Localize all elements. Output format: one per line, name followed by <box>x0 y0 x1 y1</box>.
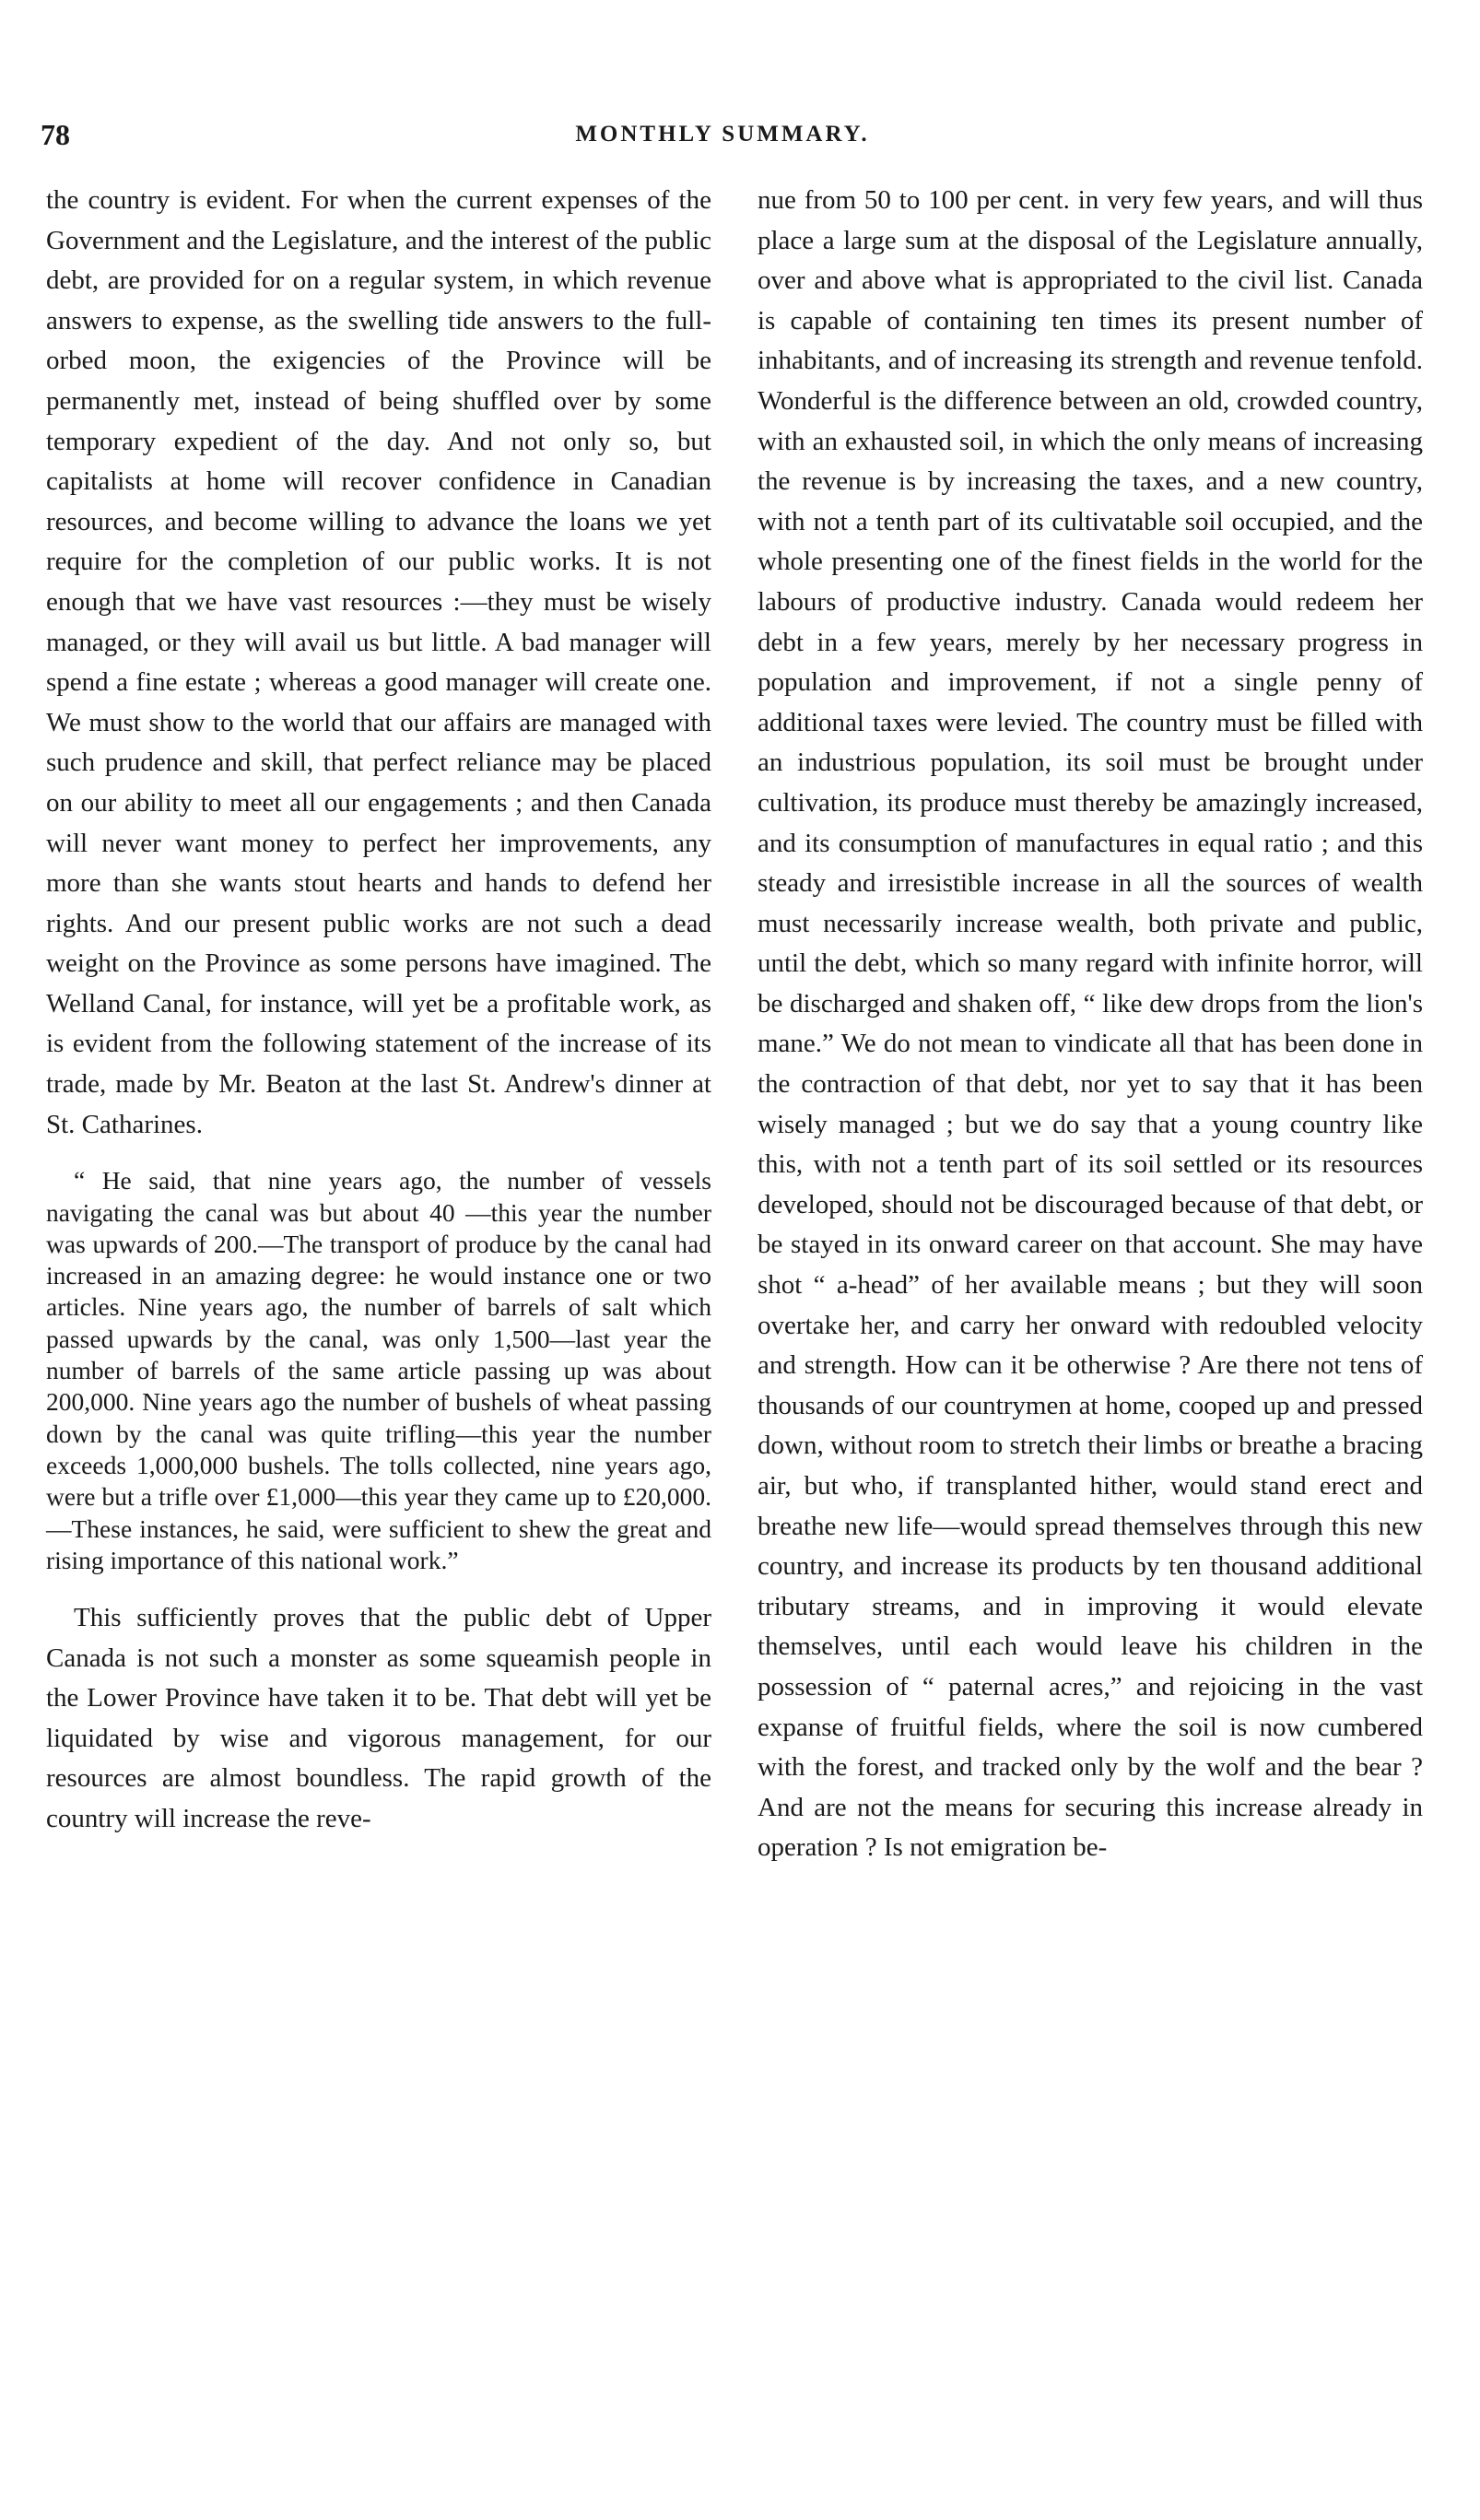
block-quotation: “ He said, that nine years ago, the number of vessels navigating the canal was but about 40 —this year the number was upwards of 200.—The transport of produce by the canal had increased in an amazing degree: he would instance one or two articles. Nine years ago, the number of barrels of salt which passed upwards by the canal, was only 1,500—last year the number of barrels of the same article passing up was about 200,000. Nine years ago the number of bushels of wheat passing down by the canal was quite trifling—this year the number exceeds 1,000,000 bushels. The tolls collected, nine years ago, were but a trifle over £1,000—this year they came up to £20,000.—These instances, he said, were sufficient to shew the great and rising importance of this national work.” <box>46 1166 711 1574</box>
running-title: MONTHLY SUMMARY. <box>575 122 870 147</box>
page-number: 78 <box>41 118 70 151</box>
page-header <box>41 118 1404 155</box>
left-column <box>46 181 711 1840</box>
left-paragraph-1: the country is evident. For when the current expenses of the Government and the Legislature, and the interest of the public debt, are provided for on a regular system, in which revenue answers to expense, as the swelling tide answers to the full-orbed moon, the exigencies of the Province will be permanently met, instead of being shuffled over by some temporary expedient of the day. And not only so, but capitalists at home will recover confidence in Canadian resources, and become willing to advance the loans we yet require for the completion of our public works. It is not enough that we have vast resources :—they must be wisely managed, or they will avail us but little. A bad manager will spend a fine estate ; whereas a good manager will create one. We must show to the world that our affairs are managed with such prudence and skill, that perfect reliance may be placed on our ability to meet all our engagements ; and then Canada will never want money to perfect her improvements, any more than she wants stout hearts and hands to defend her rights. And our present public works are not such a dead weight on the Province as some persons have imagined. The Welland Canal, for instance, will yet be a profitable work, as is evident from the following statement of the increase of its trade, made by Mr. Beaton at the last St. Andrew's dinner at St. Catharines. <box>46 185 711 1139</box>
left-paragraph-2: This sufficiently proves that the public debt of Upper Canada is not such a monster as some squeamish people in the Lower Province have taken it to be. That debt will yet be liquidated by wise and vigorous management, for our resources are almost boundless. The rapid growth of the country will increase the reve- <box>46 1603 711 1834</box>
right-paragraph-1: nue from 50 to 100 per cent. in very few years, and will thus place a large sum at the disposal of the Legislature annually, over and above what is appropriated to the civil list. Canada is capable of containing ten times its present number of inhabitants, and of increasing its strength and revenue tenfold. Wonderful is the difference between an old, crowded country, with an exhausted soil, in which the only means of increasing the revenue is by increasing the taxes, and a new country, with not a tenth part of its cultivatable soil occupied, and the whole presenting one of the finest fields in the world for the labours of productive industry. Canada would redeem her debt in a few years, merely by her necessary progress in population and improvement, if not a single penny of additional taxes were levied. The country must be filled with an industrious population, its soil must be brought under cultivation, its produce must thereby be amazingly increased, and its consumption of manufactures in equal ratio ; and this steady and irresistible increase in all the sources of wealth must necessarily increase wealth, both private and public, until the debt, which so many regard with infinite horror, will be discharged and shaken off, “ like dew drops from the lion's mane.” We do not mean to vindicate all that has been done in the contraction of that debt, nor yet to say that it has been wisely managed ; but we do say that a young country like this, with not a tenth part of its soil settled or its resources developed, should not be discouraged because of that debt, or be stayed in its onward career on that account. She may have shot “ a-head” of her available means ; but they will soon overtake her, and carry her onward with redoubled velocity and strength. How can it be otherwise ? Are there not tens of thousands of our countrymen at home, cooped up and pressed down, without room to stretch their limbs or breathe a bracing air, but who, if transplanted hither, would stand erect and breathe new life—would spread themselves through this new country, and increase its products by ten thousand additional tributary streams, and in improving it would elevate themselves, until each would leave his children in the possession of “ paternal acres,” and rejoicing in the vast expanse of fruitful fields, where the soil is now cumbered with the forest, and tracked only by the wolf and the bear ? And are not the means for securing this increase already in operation ? Is not emigration be- <box>758 185 1423 1863</box>
right-column <box>758 181 1423 1868</box>
